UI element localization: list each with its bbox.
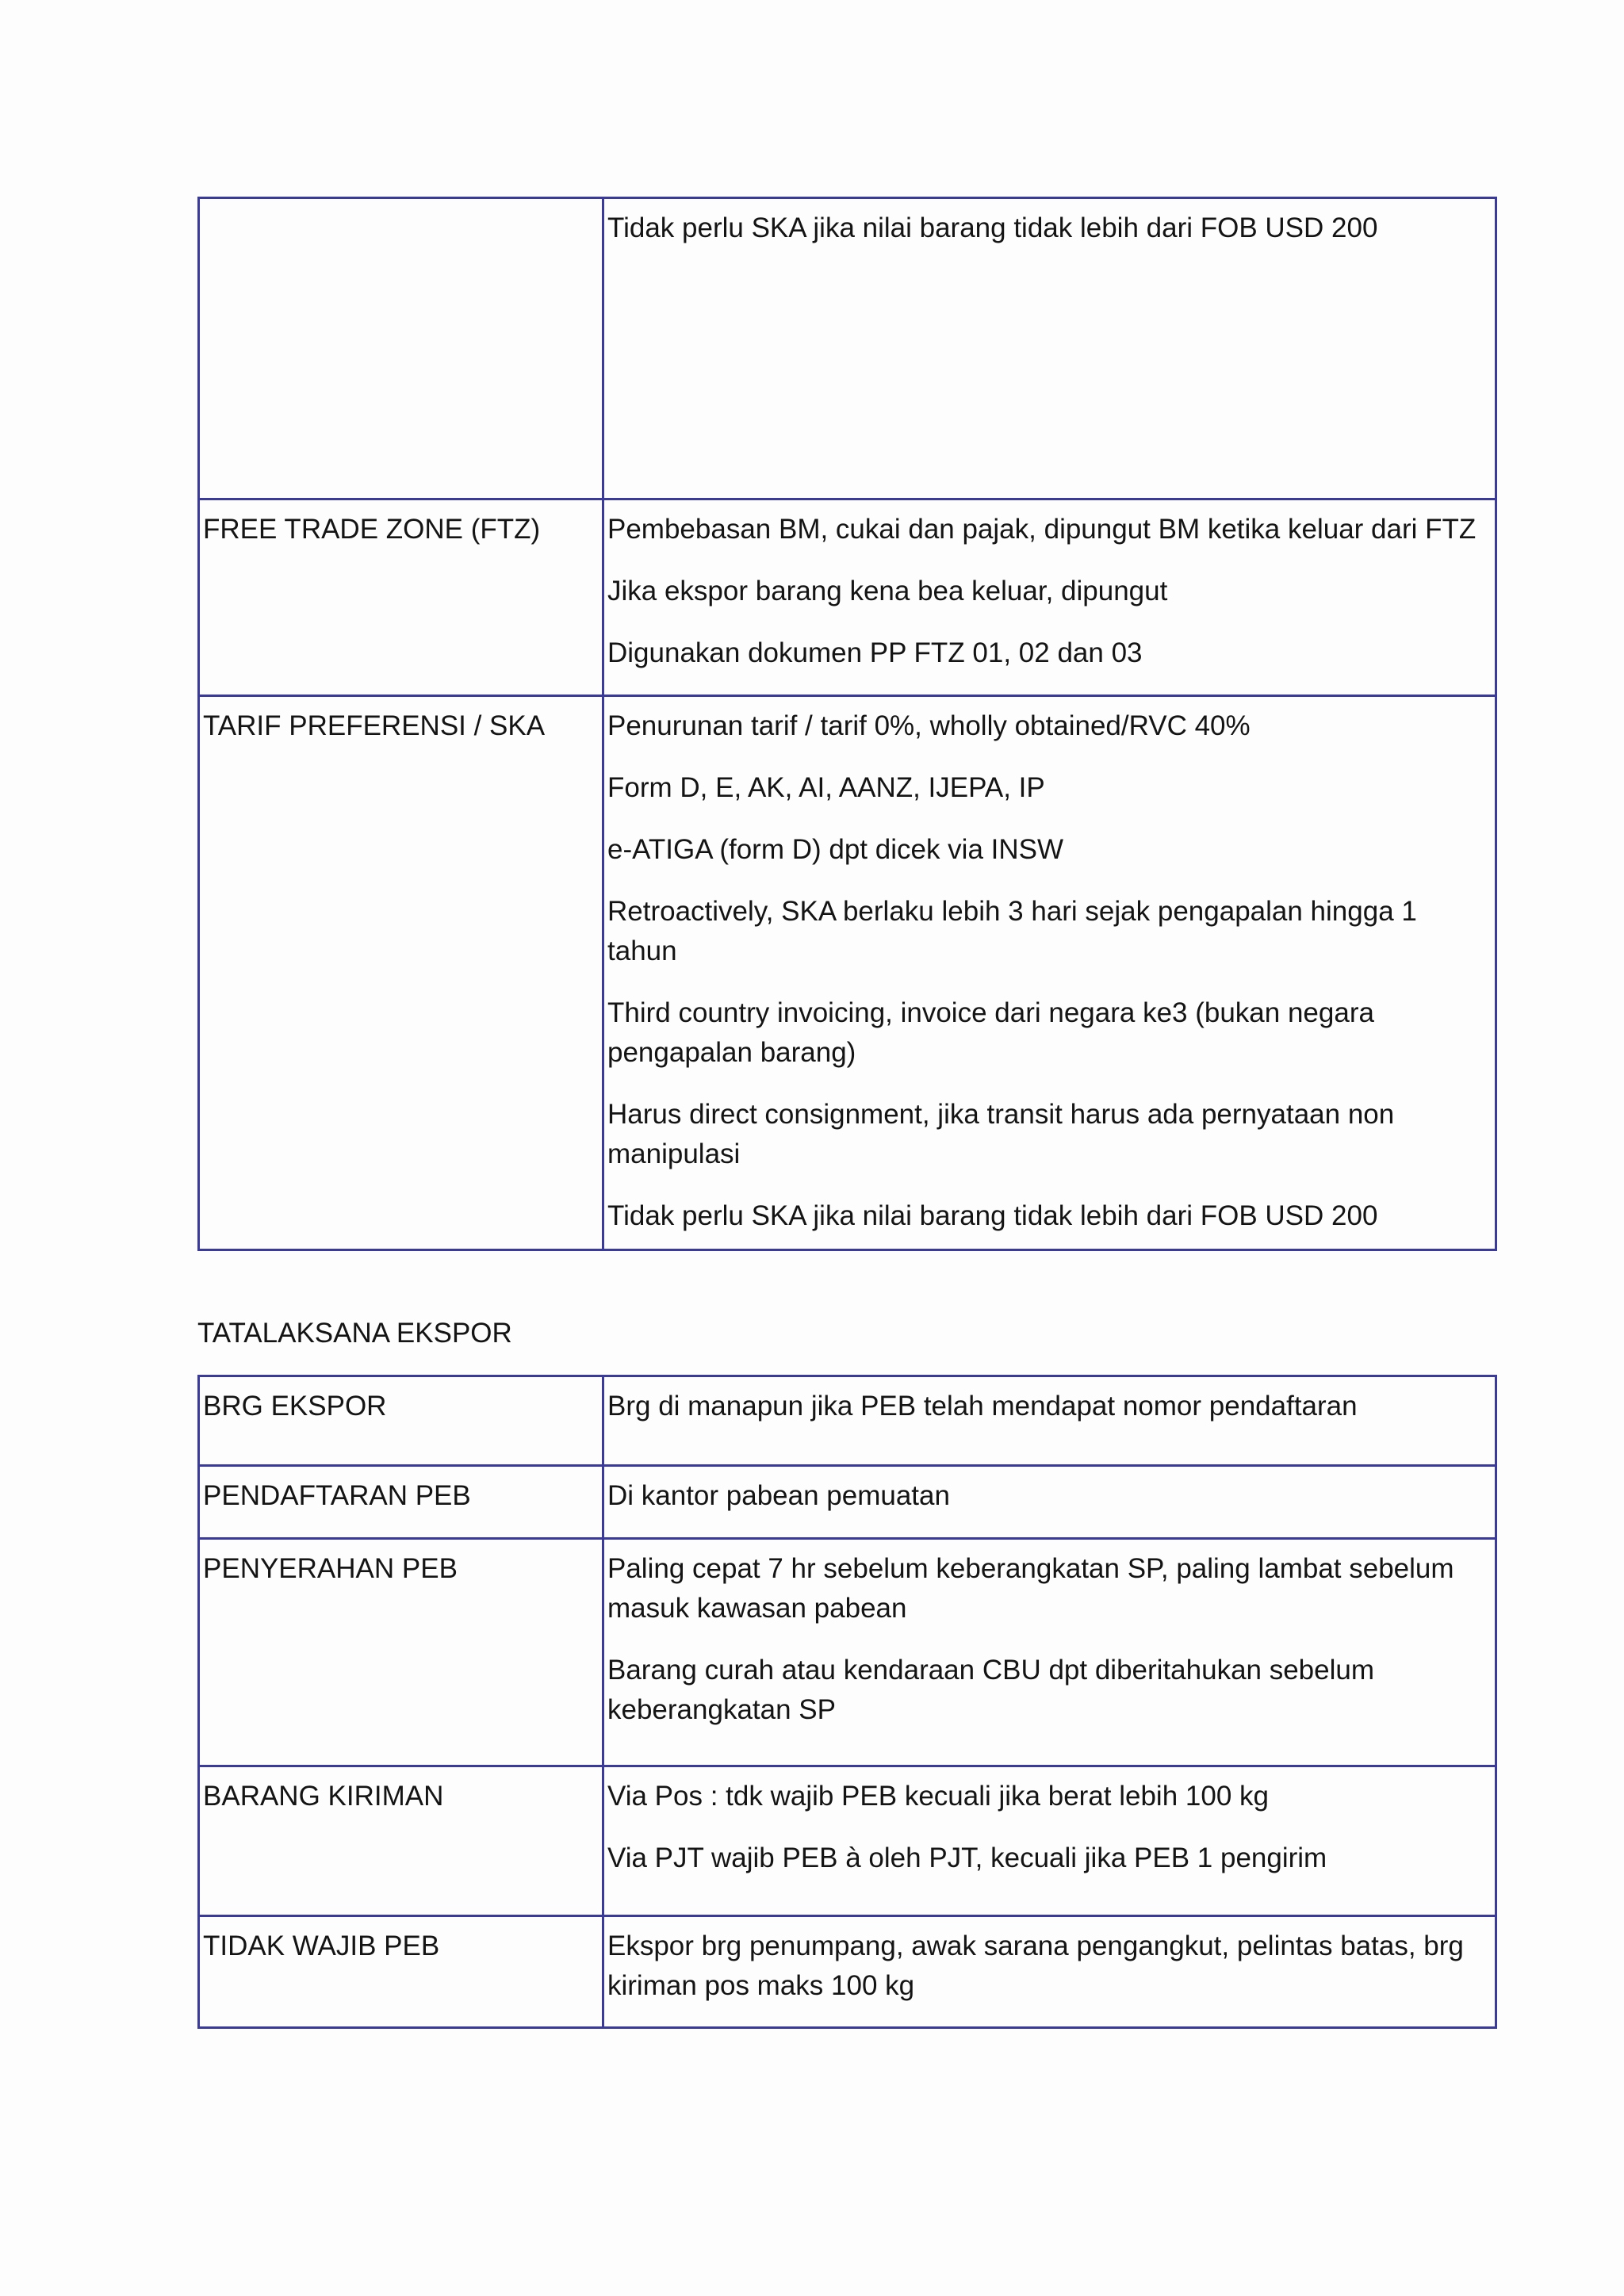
list-item: Pembebasan BM, cukai dan pajak, dipungut BM ketika keluar dari FTZ xyxy=(607,514,1477,545)
list-item: e-ATIGA (form D) dpt dicek via INSW xyxy=(607,834,1064,865)
list-item: Retroactively, SKA berlaku lebih 3 hari sejak pengapalan hingga 1 tahun xyxy=(607,896,1417,966)
table-row xyxy=(199,1916,1496,2028)
row-label-cell: TARIF PREFERENSI / SKA xyxy=(199,696,603,1250)
list-item: Ekspor brg penumpang, awak sarana pengangkut, pelintas batas, brg kiriman pos maks 100 kg xyxy=(607,1931,1464,2001)
row-label-cell: PENDAFTARAN PEB xyxy=(199,1466,603,1539)
row-label-cell: TIDAK WAJIB PEB xyxy=(199,1916,603,2028)
table-tarif-preferensi xyxy=(197,197,1497,1251)
list-item: Via Pos : tdk wajib PEB kecuali jika berat lebih 100 kg xyxy=(607,1781,1269,1812)
list-item: Tidak perlu SKA jika nilai barang tidak lebih dari FOB USD 200 xyxy=(607,212,1378,243)
table-row xyxy=(199,1376,1496,1466)
list-item: Brg di manapun jika PEB telah mendapat nomor pendaftaran xyxy=(607,1391,1358,1422)
section-heading: TATALAKSANA EKSPOR xyxy=(197,1318,512,1349)
row-label-cell: BARANG KIRIMAN xyxy=(199,1766,603,1916)
list-item: Form D, E, AK, AI, AANZ, IJEPA, IP xyxy=(607,772,1045,803)
list-item: Third country invoicing, invoice dari negara ke3 (bukan negara pengapalan barang) xyxy=(607,997,1374,1068)
list-item: Via PJT wajib PEB à oleh PJT, kecuali jika PEB 1 pengirim xyxy=(607,1843,1327,1873)
list-item: Di kantor pabean pemuatan xyxy=(607,1480,950,1511)
row-content-cell xyxy=(603,499,1496,696)
row-label-cell xyxy=(199,198,603,499)
row-label-cell: FREE TRADE ZONE (FTZ) xyxy=(199,499,603,696)
row-content-cell xyxy=(603,696,1496,1250)
row-content-cell xyxy=(603,198,1496,499)
list-item: Penurunan tarif / tarif 0%, wholly obtained/RVC 40% xyxy=(607,710,1251,741)
list-item: Tidak perlu SKA jika nilai barang tidak lebih dari FOB USD 200 xyxy=(607,1200,1378,1231)
list-item: Digunakan dokumen PP FTZ 01, 02 dan 03 xyxy=(607,637,1143,668)
table-row xyxy=(199,198,1496,499)
table-row xyxy=(199,1539,1496,1766)
table-tatalaksana-ekspor xyxy=(197,1375,1497,2029)
row-label-cell: BRG EKSPOR xyxy=(199,1376,603,1466)
list-item: Barang curah atau kendaraan CBU dpt diberitahukan sebelum keberangkatan SP xyxy=(607,1655,1375,1725)
table-row xyxy=(199,1766,1496,1916)
row-content-cell xyxy=(603,1916,1496,2028)
row-label-cell: PENYERAHAN PEB xyxy=(199,1539,603,1766)
row-content-cell xyxy=(603,1766,1496,1916)
list-item: Harus direct consignment, jika transit harus ada pernyataan non manipulasi xyxy=(607,1099,1395,1169)
table-row xyxy=(199,696,1496,1250)
row-content-cell xyxy=(603,1466,1496,1539)
list-item: Jika ekspor barang kena bea keluar, dipungut xyxy=(607,576,1168,607)
table-row xyxy=(199,1466,1496,1539)
row-content-cell xyxy=(603,1376,1496,1466)
row-content-cell xyxy=(603,1539,1496,1766)
table-row xyxy=(199,499,1496,696)
list-item: Paling cepat 7 hr sebelum keberangkatan SP, paling lambat sebelum masuk kawasan pabean xyxy=(607,1553,1454,1624)
